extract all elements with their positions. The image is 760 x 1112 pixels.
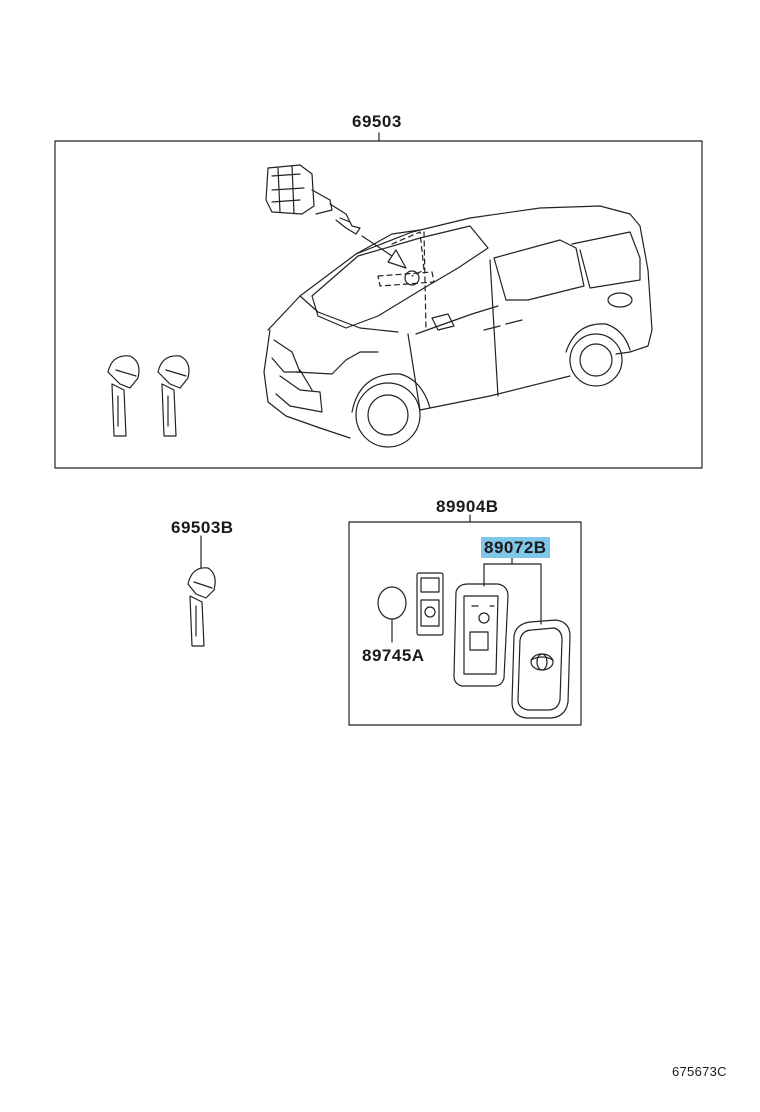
part-number-smart-key-set: 89904B	[436, 497, 499, 516]
key-icon-1	[108, 356, 139, 436]
housing-leader	[484, 556, 541, 624]
diagram-code: 675673C	[672, 1064, 727, 1079]
key-fob-icon	[512, 620, 570, 718]
key-blank-icon	[188, 568, 215, 646]
part-number-main-assembly: 69503	[352, 112, 402, 131]
part-number-transmitter-housing[interactable]	[481, 539, 550, 556]
ignition-switch-drawing	[266, 165, 360, 234]
key-icon-2	[158, 356, 189, 436]
part-number-battery: 89745A	[362, 646, 425, 665]
van-drawing	[264, 206, 652, 447]
transmitter-housing-icon	[454, 584, 508, 686]
main-assembly-frame	[55, 141, 702, 468]
battery-icon	[378, 587, 406, 619]
arrow-icon	[362, 236, 406, 268]
highlighted-part-number[interactable]: 89072B	[481, 537, 550, 558]
part-number-key-blank: 69503B	[171, 518, 234, 537]
circuit-board-icon	[417, 573, 443, 635]
